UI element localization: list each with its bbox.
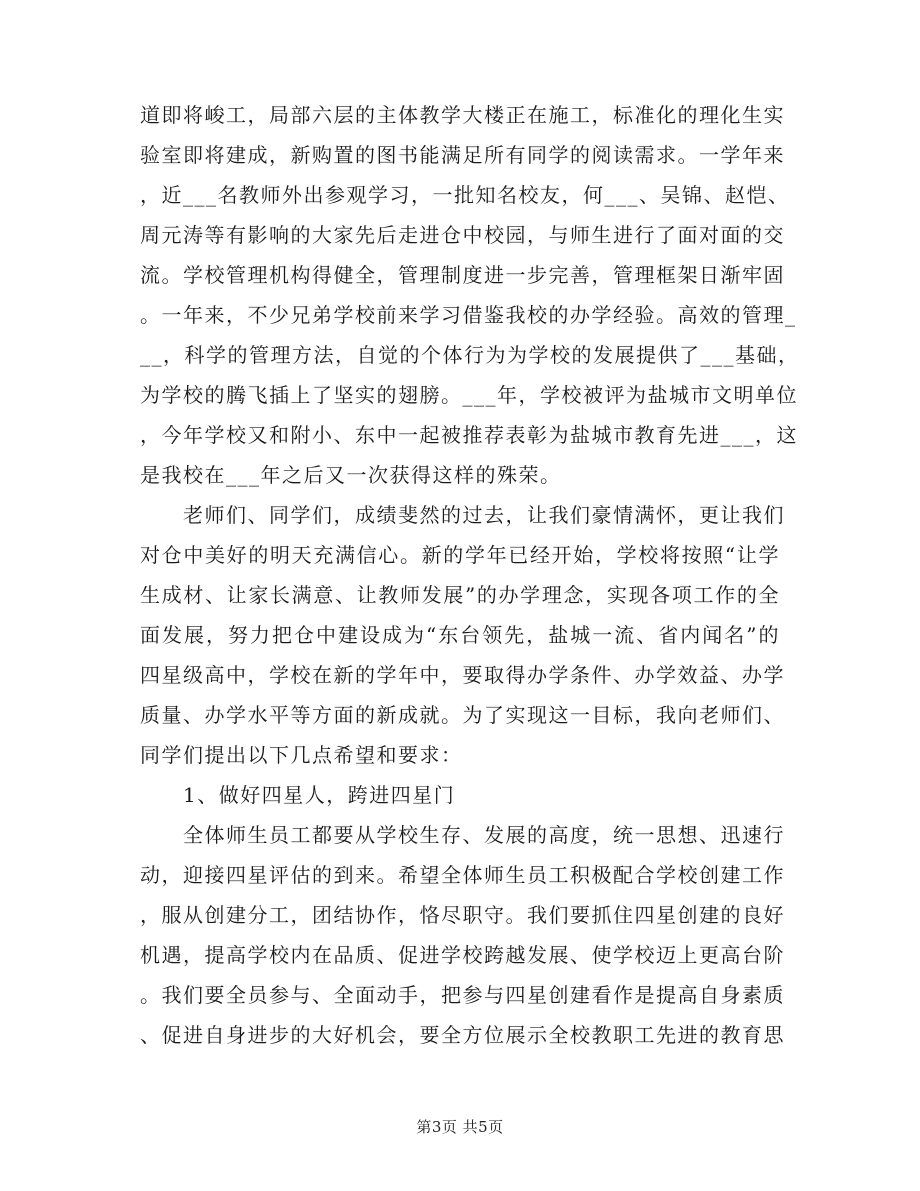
text-line: 、促进自身进步的大好机会，要全方位展示全校教职工先进的教育思 — [140, 1023, 785, 1047]
text-line: 同学们提出以下几点希望和要求： — [140, 743, 463, 767]
text-line: 。我们要全员参与、全面动手，把参与四星创建看作是提高自身素质 — [140, 983, 785, 1007]
section-heading: 1、做好四星人，跨进四星门 — [140, 783, 456, 807]
text-line: 验室即将建成，新购置的图书能满足所有同学的阅读需求。一学年来 — [140, 143, 785, 167]
text-line: 道即将峻工，局部六层的主体教学大楼正在施工，标准化的理化生实 — [140, 103, 785, 127]
text-line: 老师们、同学们，成绩斐然的过去，让我们豪情满怀，更让我们 — [140, 503, 785, 527]
text-line: 机遇，提高学校内在品质、促进学校跨越发展、使学校迈上更高台阶 — [140, 943, 785, 967]
text-line: 周元涛等有影响的大家先后走进仓中校园，与师生进行了面对面的交 — [140, 223, 785, 247]
text-line: __，科学的管理方法，自觉的个体行为为学校的发展提供了___基础， — [140, 343, 800, 367]
text-line: 动，迎接四星评估的到来。希望全体师生员工积极配合学校创建工作 — [140, 863, 785, 887]
text-line: 质量、办学水平等方面的新成就。为了实现这一目标，我向老师们、 — [140, 703, 785, 727]
body-text — [140, 95, 800, 1055]
text-line: 全体师生员工都要从学校生存、发展的高度，统一思想、迅速行 — [140, 823, 785, 847]
text-line: ，今年学校又和附小、东中一起被推荐表彰为盐城市教育先进___，这 — [140, 423, 798, 447]
text-line: ，近___名教师外出参观学习，一批知名校友，何___、吴锦、赵恺、 — [140, 183, 790, 207]
text-line: 流。学校管理机构得健全，管理制度进一步完善，管理框架日渐牢固 — [140, 263, 785, 287]
page-number-footer: 第3页 共5页 — [416, 1118, 504, 1136]
text-line: 对仓中美好的明天充满信心。新的学年已经开始，学校将按照“让学 — [140, 543, 780, 567]
text-line: 是我校在___年之后又一次获得这样的殊荣。 — [140, 463, 562, 487]
text-line: ，服从创建分工，团结协作，恪尽职守。我们要抓住四星创建的良好 — [140, 903, 785, 927]
text-line: 面发展，努力把仓中建设成为“东台领先，盐城一流、省内闻名”的 — [140, 623, 780, 647]
text-line: 生成材、让家长满意、让教师发展”的办学理念，实现各项工作的全 — [140, 583, 780, 607]
text-line: 。一年来，不少兄弟学校前来学习借鉴我校的办学经验。高效的管理_ — [140, 303, 797, 327]
text-line: 四星级高中，学校在新的学年中，要取得办学条件、办学效益、办学 — [140, 663, 785, 687]
text-line: 为学校的腾飞插上了坚实的翅膀。___年，学校被评为盐城市文明单位 — [140, 383, 798, 407]
